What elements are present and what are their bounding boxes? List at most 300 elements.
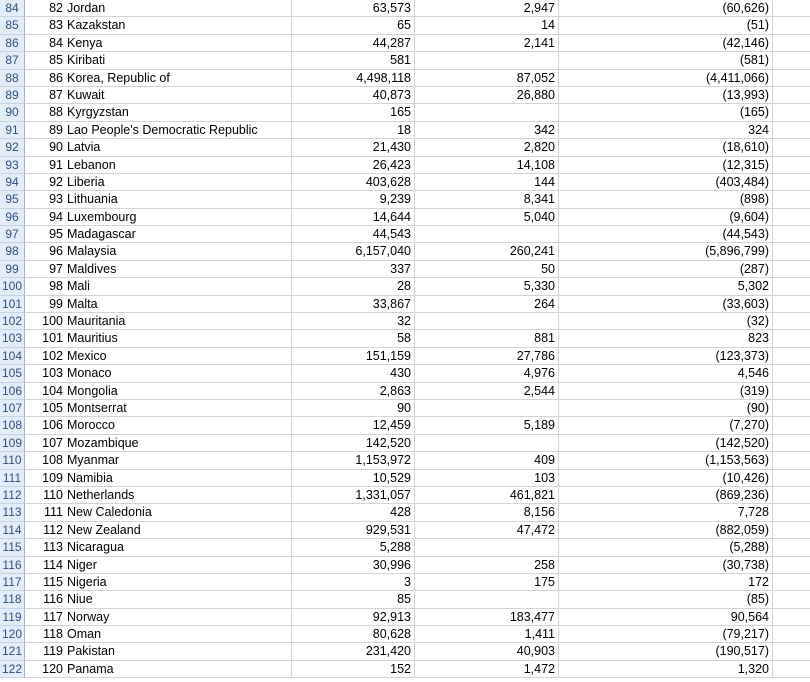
cell-value-3[interactable]: (190,517) <box>559 643 773 660</box>
row-header: 108 <box>0 417 25 434</box>
cell-value-2[interactable]: 2,820 <box>415 139 559 156</box>
table-row <box>0 609 810 626</box>
cell-value-3[interactable]: (4,411,066) <box>559 70 773 87</box>
cell-index[interactable]: 91 <box>25 157 67 174</box>
cell-index[interactable]: 118 <box>25 626 67 643</box>
cell-empty[interactable] <box>773 330 810 347</box>
table-row <box>0 365 810 382</box>
cell-value-1[interactable]: 165 <box>292 104 415 121</box>
cell-index[interactable]: 109 <box>25 470 67 487</box>
cell-value-1[interactable]: 44,543 <box>292 226 415 243</box>
cell-value-1[interactable]: 40,873 <box>292 87 415 104</box>
cell-value-3[interactable]: 1,320 <box>559 661 773 678</box>
cell-value-1[interactable]: 151,159 <box>292 348 415 365</box>
row-header: 98 <box>0 243 25 260</box>
cell-empty[interactable] <box>773 174 810 191</box>
cell-value-3[interactable]: (165) <box>559 104 773 121</box>
table-row <box>0 400 810 417</box>
table-row <box>0 243 810 260</box>
cell-country[interactable]: Korea, Republic of <box>67 70 292 87</box>
cell-empty[interactable] <box>773 243 810 260</box>
row-header: 111 <box>0 470 25 487</box>
cell-value-1[interactable]: 403,628 <box>292 174 415 191</box>
cell-value-3[interactable]: (13,993) <box>559 87 773 104</box>
table-row <box>0 209 810 226</box>
cell-empty[interactable] <box>773 452 810 469</box>
row-header: 97 <box>0 226 25 243</box>
cell-country[interactable]: Kiribati <box>67 52 292 69</box>
cell-country[interactable]: Lithuania <box>67 191 292 208</box>
cell-country[interactable]: New Caledonia <box>67 504 292 521</box>
cell-empty[interactable] <box>773 296 810 313</box>
cell-country[interactable]: Lao People's Democratic Republic <box>67 122 292 139</box>
cell-empty[interactable] <box>773 470 810 487</box>
cell-value-1[interactable]: 3 <box>292 574 415 591</box>
cell-index[interactable]: 116 <box>25 591 67 608</box>
table-row <box>0 557 810 574</box>
cell-value-2[interactable]: 409 <box>415 452 559 469</box>
cell-value-1[interactable]: 80,628 <box>292 626 415 643</box>
cell-country[interactable]: Lebanon <box>67 157 292 174</box>
cell-empty[interactable] <box>773 400 810 417</box>
cell-value-3[interactable]: (5,896,799) <box>559 243 773 260</box>
cell-index[interactable]: 86 <box>25 70 67 87</box>
cell-value-2[interactable] <box>415 226 559 243</box>
cell-value-3[interactable]: (30,738) <box>559 557 773 574</box>
cell-value-1[interactable]: 12,459 <box>292 417 415 434</box>
table-row <box>0 122 810 139</box>
cell-empty[interactable] <box>773 139 810 156</box>
row-header: 115 <box>0 539 25 556</box>
cell-value-3[interactable]: (869,236) <box>559 487 773 504</box>
cell-index[interactable]: 98 <box>25 278 67 295</box>
cell-value-1[interactable]: 2,863 <box>292 383 415 400</box>
cell-value-1[interactable]: 85 <box>292 591 415 608</box>
row-header: 103 <box>0 330 25 347</box>
cell-value-1[interactable]: 28 <box>292 278 415 295</box>
cell-index[interactable]: 111 <box>25 504 67 521</box>
cell-value-1[interactable]: 4,498,118 <box>292 70 415 87</box>
cell-empty[interactable] <box>773 643 810 660</box>
cell-value-1[interactable]: 10,529 <box>292 470 415 487</box>
cell-value-2[interactable]: 8,156 <box>415 504 559 521</box>
cell-value-1[interactable]: 428 <box>292 504 415 521</box>
table-row <box>0 104 810 121</box>
table-row <box>0 643 810 660</box>
cell-index[interactable]: 120 <box>25 661 67 678</box>
table-row <box>0 522 810 539</box>
cell-value-1[interactable]: 430 <box>292 365 415 382</box>
cell-country[interactable]: Panama <box>67 661 292 678</box>
cell-value-1[interactable]: 581 <box>292 52 415 69</box>
cell-index[interactable]: 112 <box>25 522 67 539</box>
cell-value-3[interactable]: (287) <box>559 261 773 278</box>
cell-value-3[interactable]: 172 <box>559 574 773 591</box>
cell-country[interactable]: Montserrat <box>67 400 292 417</box>
table-row <box>0 52 810 69</box>
cell-value-2[interactable]: 342 <box>415 122 559 139</box>
cell-value-2[interactable] <box>415 313 559 330</box>
cell-value-3[interactable]: 4,546 <box>559 365 773 382</box>
row-header: 94 <box>0 174 25 191</box>
cell-value-1[interactable]: 337 <box>292 261 415 278</box>
cell-empty[interactable] <box>773 383 810 400</box>
row-header: 110 <box>0 452 25 469</box>
cell-country[interactable]: Jordan <box>67 0 292 17</box>
cell-value-2[interactable]: 40,903 <box>415 643 559 660</box>
cell-index[interactable]: 117 <box>25 609 67 626</box>
row-header: 93 <box>0 157 25 174</box>
cell-index[interactable]: 89 <box>25 122 67 139</box>
cell-index[interactable]: 103 <box>25 365 67 382</box>
cell-empty[interactable] <box>773 626 810 643</box>
cell-value-3[interactable]: (85) <box>559 591 773 608</box>
cell-value-2[interactable]: 8,341 <box>415 191 559 208</box>
cell-value-2[interactable]: 2,141 <box>415 35 559 52</box>
cell-value-3[interactable]: (60,626) <box>559 0 773 17</box>
cell-index[interactable]: 84 <box>25 35 67 52</box>
cell-index[interactable]: 107 <box>25 435 67 452</box>
cell-empty[interactable] <box>773 417 810 434</box>
cell-value-2[interactable] <box>415 400 559 417</box>
row-header: 117 <box>0 574 25 591</box>
cell-empty[interactable] <box>773 557 810 574</box>
table-row <box>0 539 810 556</box>
table-row <box>0 487 810 504</box>
cell-value-3[interactable]: (142,520) <box>559 435 773 452</box>
row-header: 85 <box>0 17 25 34</box>
cell-value-1[interactable]: 92,913 <box>292 609 415 626</box>
cell-country[interactable]: Netherlands <box>67 487 292 504</box>
cell-empty[interactable] <box>773 122 810 139</box>
row-header: 116 <box>0 557 25 574</box>
cell-value-3[interactable]: (18,610) <box>559 139 773 156</box>
cell-value-3[interactable]: (12,315) <box>559 157 773 174</box>
cell-country[interactable]: Morocco <box>67 417 292 434</box>
cell-country[interactable]: Kazakstan <box>67 17 292 34</box>
cell-value-2[interactable]: 14,108 <box>415 157 559 174</box>
cell-country[interactable]: Mali <box>67 278 292 295</box>
cell-value-1[interactable]: 26,423 <box>292 157 415 174</box>
cell-value-2[interactable]: 260,241 <box>415 243 559 260</box>
cell-empty[interactable] <box>773 104 810 121</box>
cell-country[interactable]: Latvia <box>67 139 292 156</box>
cell-country[interactable]: Mexico <box>67 348 292 365</box>
cell-country[interactable]: Namibia <box>67 470 292 487</box>
row-header: 101 <box>0 296 25 313</box>
cell-index[interactable]: 100 <box>25 313 67 330</box>
cell-country[interactable]: Mauritania <box>67 313 292 330</box>
cell-empty[interactable] <box>773 591 810 608</box>
cell-empty[interactable] <box>773 17 810 34</box>
cell-empty[interactable] <box>773 539 810 556</box>
cell-empty[interactable] <box>773 157 810 174</box>
cell-value-2[interactable]: 50 <box>415 261 559 278</box>
cell-value-3[interactable]: (79,217) <box>559 626 773 643</box>
cell-country[interactable]: Nigeria <box>67 574 292 591</box>
row-header: 89 <box>0 87 25 104</box>
cell-value-3[interactable]: 90,564 <box>559 609 773 626</box>
cell-value-2[interactable] <box>415 539 559 556</box>
cell-empty[interactable] <box>773 278 810 295</box>
cell-value-3[interactable]: 7,728 <box>559 504 773 521</box>
cell-value-3[interactable]: (319) <box>559 383 773 400</box>
cell-value-3[interactable]: (9,604) <box>559 209 773 226</box>
cell-value-2[interactable]: 27,786 <box>415 348 559 365</box>
cell-index[interactable]: 115 <box>25 574 67 591</box>
cell-empty[interactable] <box>773 70 810 87</box>
row-header: 120 <box>0 626 25 643</box>
cell-value-2[interactable]: 47,472 <box>415 522 559 539</box>
row-header: 105 <box>0 365 25 382</box>
cell-country[interactable]: Oman <box>67 626 292 643</box>
cell-empty[interactable] <box>773 365 810 382</box>
table-row <box>0 139 810 156</box>
cell-value-3[interactable]: 324 <box>559 122 773 139</box>
cell-value-1[interactable]: 14,644 <box>292 209 415 226</box>
cell-value-2[interactable]: 103 <box>415 470 559 487</box>
cell-value-1[interactable]: 32 <box>292 313 415 330</box>
cell-value-2[interactable]: 2,544 <box>415 383 559 400</box>
cell-index[interactable]: 105 <box>25 400 67 417</box>
cell-index[interactable]: 83 <box>25 17 67 34</box>
cell-value-1[interactable]: 44,287 <box>292 35 415 52</box>
cell-country[interactable]: New Zealand <box>67 522 292 539</box>
cell-index[interactable]: 102 <box>25 348 67 365</box>
cell-empty[interactable] <box>773 226 810 243</box>
cell-index[interactable]: 119 <box>25 643 67 660</box>
cell-country[interactable]: Luxembourg <box>67 209 292 226</box>
cell-empty[interactable] <box>773 504 810 521</box>
cell-index[interactable]: 90 <box>25 139 67 156</box>
cell-value-2[interactable]: 5,189 <box>415 417 559 434</box>
cell-country[interactable]: Mozambique <box>67 435 292 452</box>
table-row <box>0 0 810 17</box>
cell-country[interactable]: Mongolia <box>67 383 292 400</box>
table-row <box>0 278 810 295</box>
row-header: 99 <box>0 261 25 278</box>
cell-country[interactable]: Nicaragua <box>67 539 292 556</box>
cell-value-3[interactable]: (33,603) <box>559 296 773 313</box>
cell-value-3[interactable]: (1,153,563) <box>559 452 773 469</box>
cell-value-2[interactable]: 175 <box>415 574 559 591</box>
cell-value-1[interactable]: 6,157,040 <box>292 243 415 260</box>
table-row <box>0 17 810 34</box>
cell-value-2[interactable] <box>415 591 559 608</box>
cell-value-3[interactable]: (5,288) <box>559 539 773 556</box>
cell-value-2[interactable]: 183,477 <box>415 609 559 626</box>
cell-empty[interactable] <box>773 487 810 504</box>
table-row <box>0 383 810 400</box>
cell-index[interactable]: 99 <box>25 296 67 313</box>
cell-value-3[interactable]: (898) <box>559 191 773 208</box>
cell-country[interactable]: Norway <box>67 609 292 626</box>
table-row <box>0 296 810 313</box>
cell-index[interactable]: 97 <box>25 261 67 278</box>
cell-empty[interactable] <box>773 35 810 52</box>
cell-empty[interactable] <box>773 435 810 452</box>
cell-index[interactable]: 93 <box>25 191 67 208</box>
cell-value-3[interactable]: (581) <box>559 52 773 69</box>
cell-value-3[interactable]: (403,484) <box>559 174 773 191</box>
table-row <box>0 626 810 643</box>
cell-index[interactable]: 85 <box>25 52 67 69</box>
cell-value-2[interactable]: 5,330 <box>415 278 559 295</box>
cell-value-2[interactable]: 264 <box>415 296 559 313</box>
cell-empty[interactable] <box>773 261 810 278</box>
cell-value-3[interactable]: (44,543) <box>559 226 773 243</box>
cell-country[interactable]: Mauritius <box>67 330 292 347</box>
cell-country[interactable]: Niue <box>67 591 292 608</box>
cell-index[interactable]: 101 <box>25 330 67 347</box>
table-row <box>0 87 810 104</box>
cell-value-1[interactable]: 231,420 <box>292 643 415 660</box>
cell-value-2[interactable]: 144 <box>415 174 559 191</box>
table-row <box>0 417 810 434</box>
table-row <box>0 330 810 347</box>
row-header: 95 <box>0 191 25 208</box>
cell-value-3[interactable]: (7,270) <box>559 417 773 434</box>
cell-empty[interactable] <box>773 661 810 678</box>
row-header: 96 <box>0 209 25 226</box>
table-row <box>0 452 810 469</box>
cell-value-1[interactable]: 65 <box>292 17 415 34</box>
cell-value-1[interactable]: 58 <box>292 330 415 347</box>
row-header: 100 <box>0 278 25 295</box>
cell-empty[interactable] <box>773 191 810 208</box>
cell-index[interactable]: 82 <box>25 0 67 17</box>
cell-value-1[interactable]: 33,867 <box>292 296 415 313</box>
cell-index[interactable]: 92 <box>25 174 67 191</box>
cell-country[interactable]: Kuwait <box>67 87 292 104</box>
cell-empty[interactable] <box>773 574 810 591</box>
cell-value-3[interactable]: (32) <box>559 313 773 330</box>
cell-country[interactable]: Madagascar <box>67 226 292 243</box>
cell-value-3[interactable]: (882,059) <box>559 522 773 539</box>
cell-value-1[interactable]: 1,153,972 <box>292 452 415 469</box>
cell-value-2[interactable] <box>415 435 559 452</box>
cell-value-2[interactable]: 87,052 <box>415 70 559 87</box>
cell-country[interactable]: Pakistan <box>67 643 292 660</box>
table-row <box>0 574 810 591</box>
cell-empty[interactable] <box>773 52 810 69</box>
table-row <box>0 348 810 365</box>
row-header: 109 <box>0 435 25 452</box>
row-header: 106 <box>0 383 25 400</box>
cell-index[interactable]: 94 <box>25 209 67 226</box>
cell-index[interactable]: 88 <box>25 104 67 121</box>
cell-country[interactable]: Kenya <box>67 35 292 52</box>
cell-value-2[interactable]: 258 <box>415 557 559 574</box>
cell-value-1[interactable]: 63,573 <box>292 0 415 17</box>
table-row <box>0 313 810 330</box>
cell-value-3[interactable]: (42,146) <box>559 35 773 52</box>
cell-value-1[interactable]: 5,288 <box>292 539 415 556</box>
cell-value-1[interactable]: 9,239 <box>292 191 415 208</box>
cell-value-3[interactable]: (51) <box>559 17 773 34</box>
table-row <box>0 261 810 278</box>
row-header: 121 <box>0 643 25 660</box>
cell-value-2[interactable]: 14 <box>415 17 559 34</box>
cell-value-1[interactable]: 90 <box>292 400 415 417</box>
row-header: 104 <box>0 348 25 365</box>
cell-value-2[interactable]: 461,821 <box>415 487 559 504</box>
row-header: 86 <box>0 35 25 52</box>
cell-index[interactable]: 110 <box>25 487 67 504</box>
table-row <box>0 504 810 521</box>
table-row <box>0 35 810 52</box>
cell-country[interactable]: Maldives <box>67 261 292 278</box>
cell-country[interactable]: Monaco <box>67 365 292 382</box>
cell-index[interactable]: 106 <box>25 417 67 434</box>
cell-value-3[interactable]: (10,426) <box>559 470 773 487</box>
row-header: 107 <box>0 400 25 417</box>
cell-value-2[interactable]: 881 <box>415 330 559 347</box>
row-header: 114 <box>0 522 25 539</box>
cell-value-1[interactable]: 30,996 <box>292 557 415 574</box>
cell-empty[interactable] <box>773 87 810 104</box>
cell-value-2[interactable]: 4,976 <box>415 365 559 382</box>
cell-index[interactable]: 96 <box>25 243 67 260</box>
cell-value-2[interactable]: 2,947 <box>415 0 559 17</box>
cell-empty[interactable] <box>773 609 810 626</box>
row-header: 91 <box>0 122 25 139</box>
cell-index[interactable]: 87 <box>25 87 67 104</box>
cell-country[interactable]: Malta <box>67 296 292 313</box>
cell-country[interactable]: Myanmar <box>67 452 292 469</box>
cell-value-3[interactable]: (90) <box>559 400 773 417</box>
cell-value-1[interactable]: 929,531 <box>292 522 415 539</box>
cell-index[interactable]: 108 <box>25 452 67 469</box>
cell-value-3[interactable]: 823 <box>559 330 773 347</box>
row-header: 84 <box>0 0 25 17</box>
cell-index[interactable]: 95 <box>25 226 67 243</box>
table-row <box>0 70 810 87</box>
cell-value-2[interactable]: 5,040 <box>415 209 559 226</box>
table-row <box>0 591 810 608</box>
table-row <box>0 435 810 452</box>
cell-value-1[interactable]: 152 <box>292 661 415 678</box>
cell-country[interactable]: Malaysia <box>67 243 292 260</box>
cell-value-2[interactable]: 26,880 <box>415 87 559 104</box>
cell-value-1[interactable]: 1,331,057 <box>292 487 415 504</box>
table-row <box>0 157 810 174</box>
cell-country[interactable]: Niger <box>67 557 292 574</box>
cell-index[interactable]: 113 <box>25 539 67 556</box>
cell-empty[interactable] <box>773 209 810 226</box>
cell-index[interactable]: 114 <box>25 557 67 574</box>
cell-value-3[interactable]: (123,373) <box>559 348 773 365</box>
row-header: 122 <box>0 661 25 678</box>
cell-value-1[interactable]: 21,430 <box>292 139 415 156</box>
cell-value-1[interactable]: 142,520 <box>292 435 415 452</box>
cell-empty[interactable] <box>773 348 810 365</box>
cell-value-2[interactable]: 1,472 <box>415 661 559 678</box>
cell-value-2[interactable] <box>415 52 559 69</box>
cell-value-1[interactable]: 18 <box>292 122 415 139</box>
cell-value-2[interactable]: 1,411 <box>415 626 559 643</box>
cell-empty[interactable] <box>773 522 810 539</box>
row-header: 112 <box>0 487 25 504</box>
cell-empty[interactable] <box>773 313 810 330</box>
cell-value-2[interactable] <box>415 104 559 121</box>
table-row <box>0 661 810 678</box>
cell-country[interactable]: Liberia <box>67 174 292 191</box>
cell-empty[interactable] <box>773 0 810 17</box>
cell-country[interactable]: Kyrgyzstan <box>67 104 292 121</box>
cell-value-3[interactable]: 5,302 <box>559 278 773 295</box>
cell-index[interactable]: 104 <box>25 383 67 400</box>
